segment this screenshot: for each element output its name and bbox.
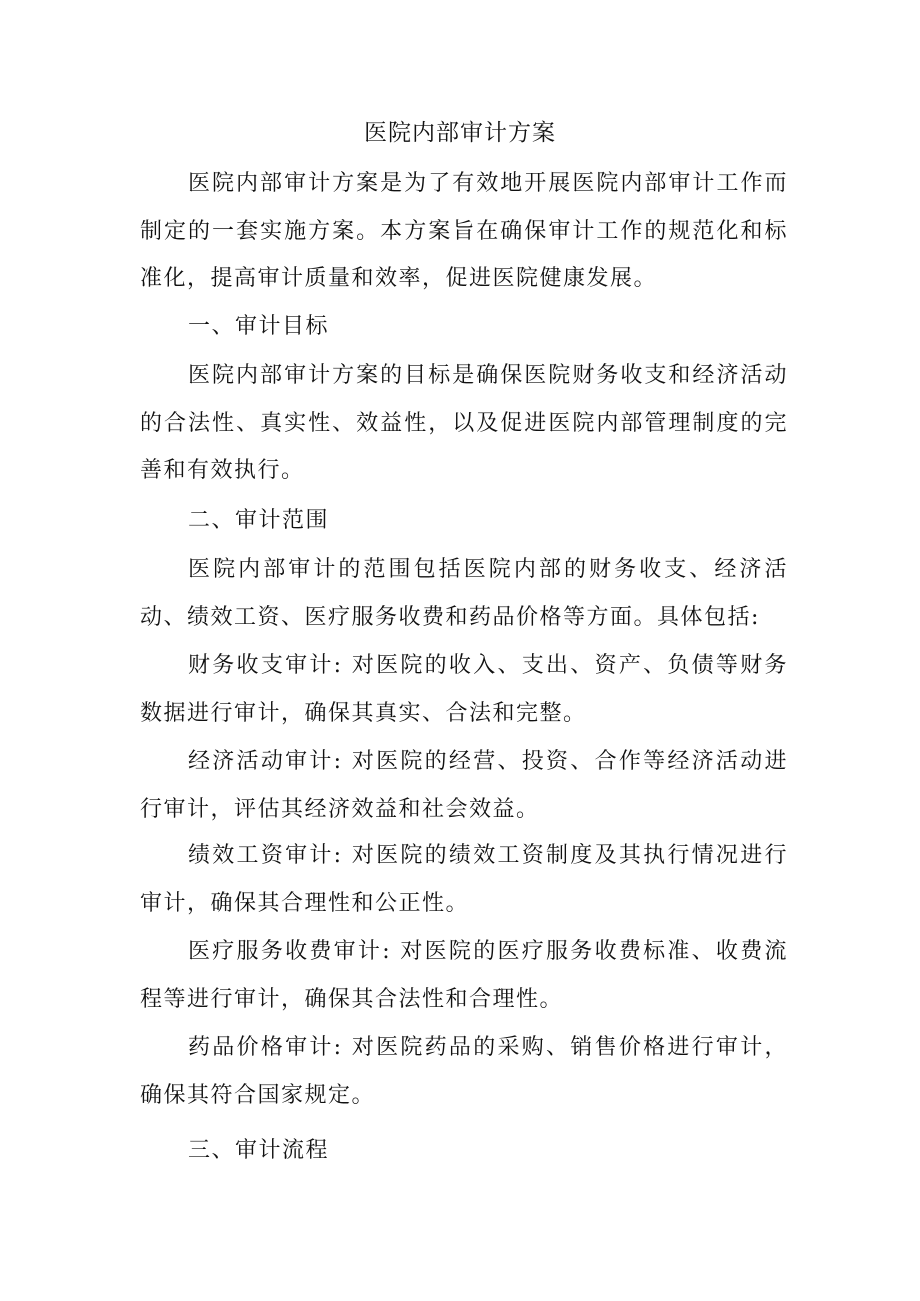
goals-paragraph: 医院内部审计方案的目标是确保医院财务收支和经济活动的合法性、真实性、效益性，以及促进医院内部管理制度的完善和有效执行。 xyxy=(140,363,788,483)
scope-item-medical-fees: 医疗服务收费审计: 对医院的医疗服务收费标准、收费流程等进行审计，确保其合法性和合理性。 xyxy=(140,939,788,1012)
section-heading-goals: 一、审计目标 xyxy=(188,314,330,339)
document-title: 医院内部审计方案 xyxy=(364,120,556,146)
section-heading-process: 三、审计流程 xyxy=(188,1138,330,1163)
scope-item-finance: 财务收支审计: 对医院的收入、支出、资产、负债等财务数据进行审计，确保其真实、合法和完整。 xyxy=(140,653,788,726)
scope-item-drug-prices: 药品价格审计: 对医院药品的采购、销售价格进行审计，确保其符合国家规定。 xyxy=(140,1035,788,1108)
scope-paragraph: 医院内部审计的范围包括医院内部的财务收支、经济活动、绩效工资、医疗服务收费和药品价格等方面。具体包括: xyxy=(140,557,788,630)
scope-item-economic: 经济活动审计: 对医院的经营、投资、合作等经济活动进行审计，评估其经济效益和社会效益。 xyxy=(140,749,788,822)
intro-paragraph: 医院内部审计方案是为了有效地开展医院内部审计工作而制定的一套实施方案。本方案旨在确保审计工作的规范化和标准化，提高审计质量和效率，促进医院健康发展。 xyxy=(140,171,788,291)
section-heading-scope: 二、审计范围 xyxy=(188,508,330,533)
scope-item-performance-pay: 绩效工资审计: 对医院的绩效工资制度及其执行情况进行审计，确保其合理性和公正性。 xyxy=(140,843,788,916)
